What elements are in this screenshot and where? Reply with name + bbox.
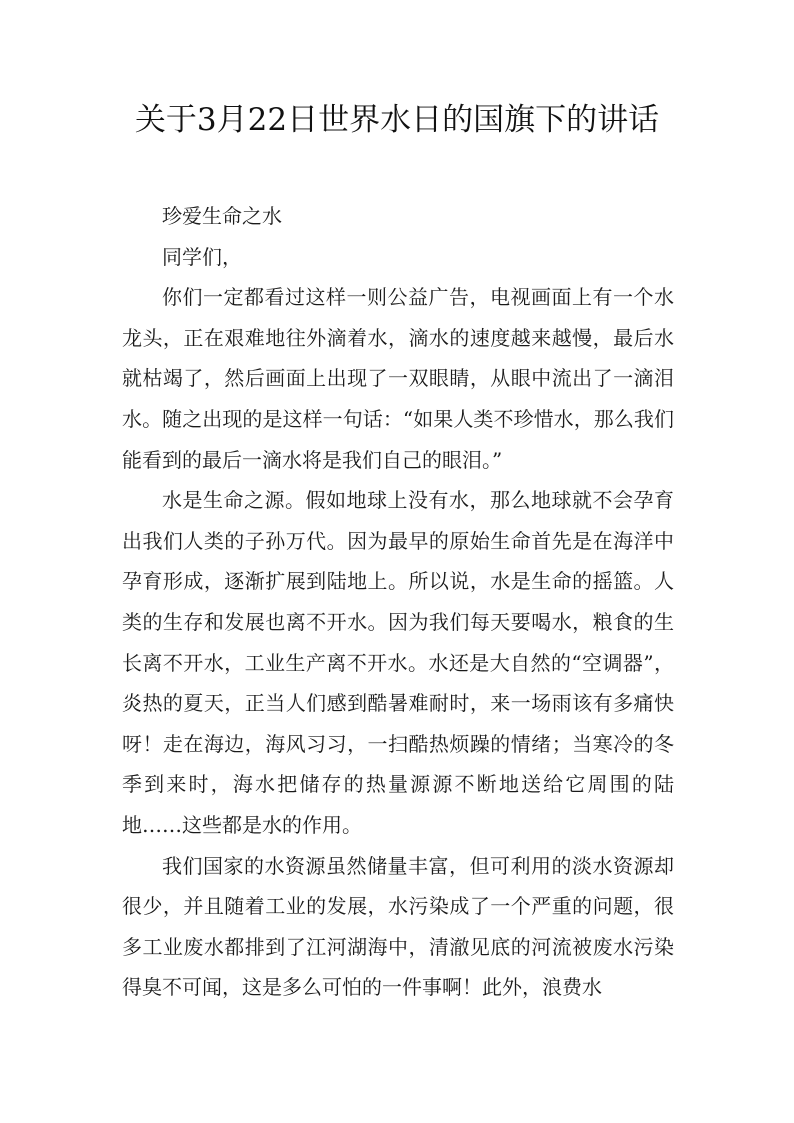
- body-paragraph: 水是生命之源。假如地球上没有水，那么地球就不会孕育出我们人类的子孙万代。因为最早的原始生命首先是在海洋中孕育形成，逐渐扩展到陆地上。所以说，水是生命的摇篮。人类的生存和发展也离不开水。因为我们每天要喝水，粮食的生长离不开水，工业生产离不开水。水还是大自然的“空调器”，炎热的夏天，正当人们感到酷暑难耐时，来一场雨该有多痛快呀！走在海边，海风习习，一扫酷热烦躁的情绪；当寒冷的冬季到来时，海水把储存的热量源源不断地送给它周围的陆地……这些都是水的作用。: [122, 488, 674, 837]
- document-body: [122, 196, 674, 1008]
- body-paragraph: 我们国家的水资源虽然储量丰富，但可利用的淡水资源却很少，并且随着工业的发展，水污染成了一个严重的问题，很多工业废水都排到了江河湖海中，清澈见底的河流被废水污染得臭不可闻，这是多么可怕的一件事啊！此外，浪费水: [122, 853, 674, 1000]
- speech-subtitle: 珍爱生命之水: [162, 204, 282, 228]
- speech-greeting: 同学们，: [162, 244, 242, 269]
- body-paragraph: 你们一定都看过这样一则公益广告，电视画面上有一个水龙头，正在艰难地往外滴着水，滴水的速度越来越慢，最后水就枯竭了，然后画面上出现了一双眼睛，从眼中流出了一滴泪水。随之出现的是这样一句话：“如果人类不珍惜水，那么我们能看到的最后一滴水将是我们自己的眼泪。”: [122, 285, 674, 472]
- document-title: 关于3月22日世界水日的国旗下的讲话: [134, 102, 660, 138]
